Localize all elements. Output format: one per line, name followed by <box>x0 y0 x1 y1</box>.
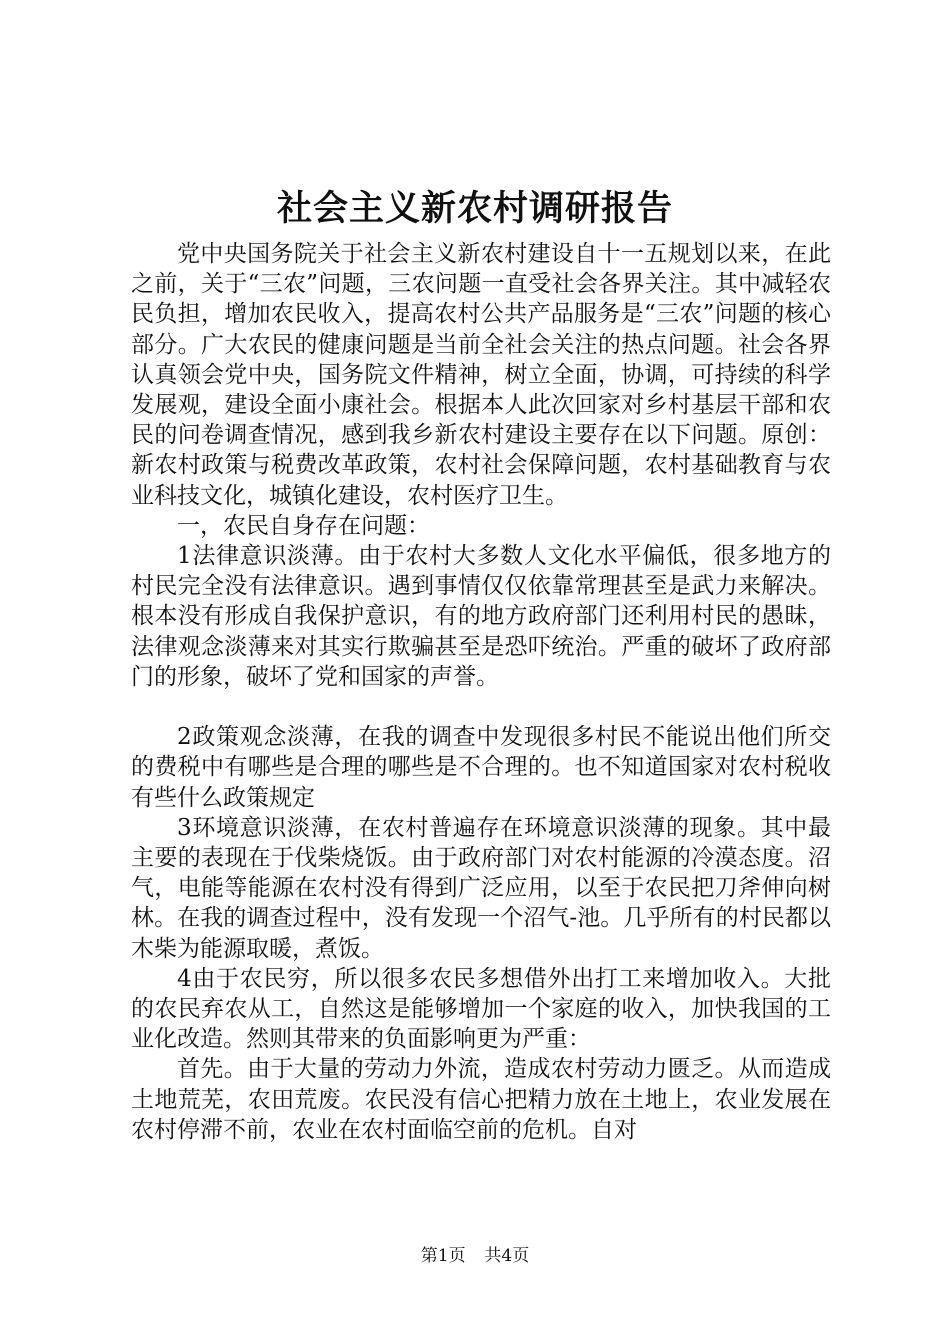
page-total: 共4页 <box>484 1246 530 1266</box>
page-footer <box>0 1244 950 1268</box>
paragraph-item-4: 4由于农民穷，所以很多农民多想借外出打工来增加收入。大批的农民弃农从工，自然这是能够增加一个家庭的收入，加快我国的工业化改造。然则其带来的负面影响更为严重： <box>131 965 831 1053</box>
paragraph-item-1: 1法律意识淡薄。由于农村大多数人文化水平偏低，很多地方的村民完全没有法律意识。遇到事情仅仅依靠常理甚至是武力来解决。根本没有形成自我保护意识，有的地方政府部门还利用村民的愚昧，法律观念淡薄来对其实行欺骗甚至是恐吓统治。严重的破坏了政府部门的形象，破坏了党和国家的声誉。 <box>131 543 831 690</box>
paragraph-first-point: 首先。由于大量的劳动力外流，造成农村劳动力匮乏。从而造成土地荒芜，农田荒废。农民没有信心把精力放在土地上，农业发展在农村停滞不前，农业在农村面临空前的危机。自对 <box>131 1056 831 1143</box>
section-heading-1: 一，农民自身存在问题： <box>177 512 430 539</box>
paragraph-item-3: 3环境意识淡薄，在农村普遍存在环境意识淡薄的现象。其中最主要的表现在于伐柴烧饭。由于政府部门对农村能源的冷漠态度。沼气，电能等能源在农村没有得到广泛应用，以至于农民把刀斧伸向树林。在我的调查过程中，没有发现一个沼气-池。几乎所有的村民都以木柴为能源取暖，煮饭。 <box>131 814 831 962</box>
page-number: 第1页 <box>420 1246 466 1266</box>
paragraph-item-2: 2政策观念淡薄，在我的调查中发现很多村民不能说出他们所交的费税中有哪些是合理的哪些是不合理的。也不知道国家对农村税收有些什么政策规定 <box>131 724 831 811</box>
document-title: 社会主义新农村调研报告 <box>276 188 673 229</box>
document-body <box>131 239 831 1145</box>
paragraph-intro: 党中央国务院关于社会主义新农村建设自十一五规划以来，在此之前，关于“三农”问题，三农问题一直受社会各界关注。其中减轻农民负担，增加农民收入，提高农村公共产品服务是“三农”问题的核心部分。广大农民的健康问题是当前全社会关注的热点问题。社会各界认真领会党中央，国务院文件精神，树立全面，协调，可持续的科学发展观，建设全面小康社会。根据本人此次回家对乡村基层干部和农民的问卷调查情况，感到我乡新农村建设主要存在以下问题。原创：新农村政策与税费改革政策，农村社会保障问题，农村基础教育与农业科技文化，城镇化建设，农村医疗卫生。 <box>131 241 831 509</box>
